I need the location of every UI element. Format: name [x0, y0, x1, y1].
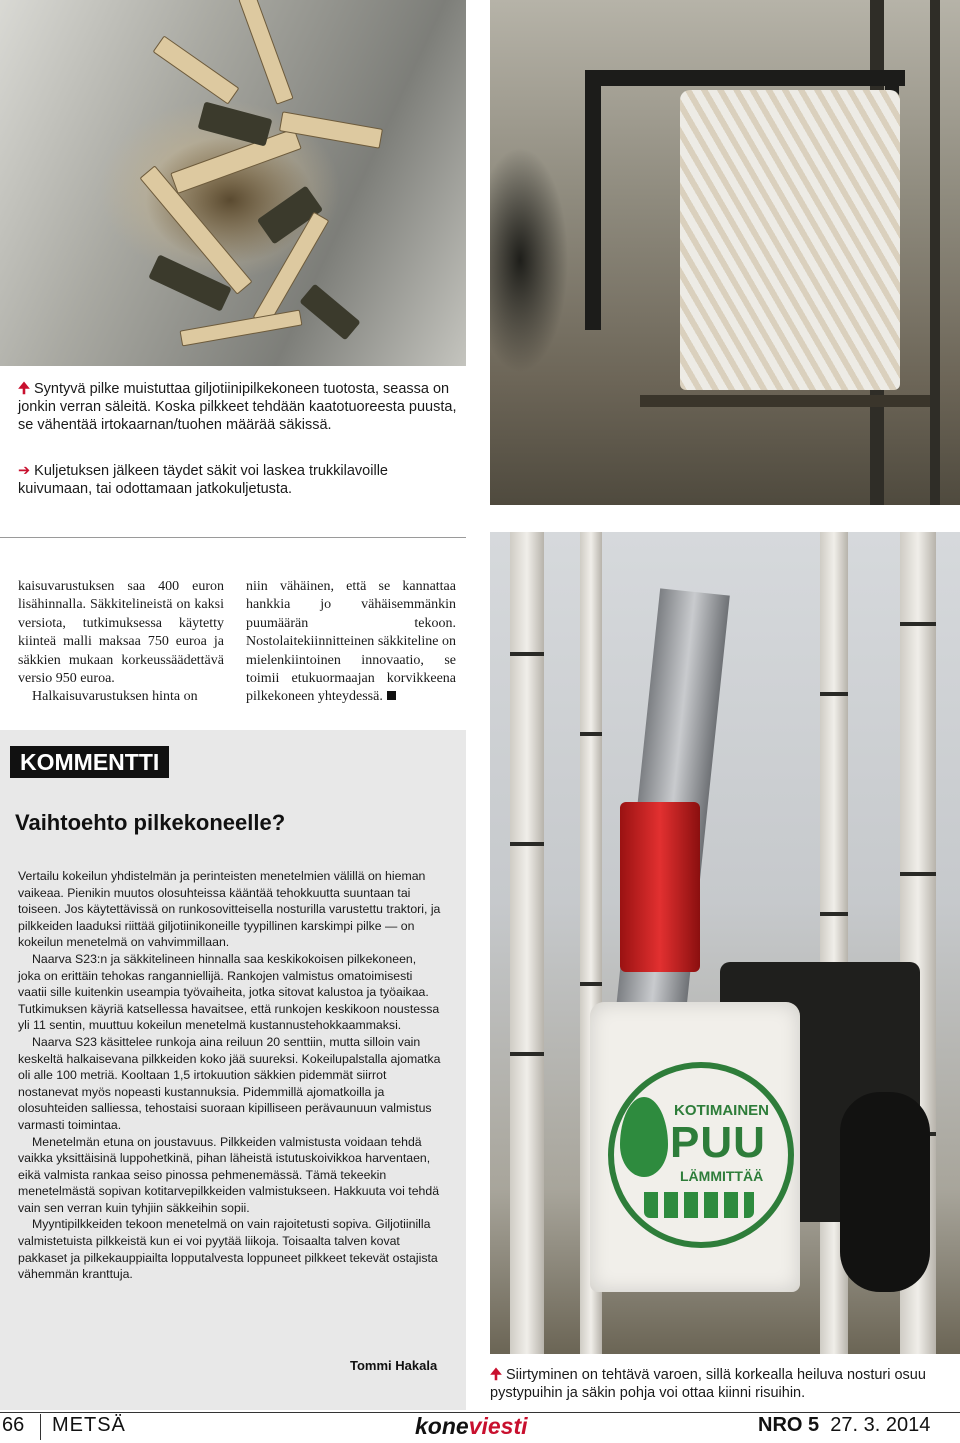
photo-wood-chips: [0, 0, 466, 366]
article-column-1: kaisuvarustuksen saa 400 euron lisähinnalla. Säkkitelineistä on kaksi versiota, tutkimuksessa käytetty kiinteä malli maksaa 750 euroa ja säkkien mukaan korkeussäädettävä versio 950 euroa. Halkaisuvarustuksen hinta on: [18, 579, 224, 705]
sack-logo: [590, 1002, 800, 1292]
caption-photo-3: 🠉 Siirtyminen on tehtävä varoen, sillä korkealla heiluva nosturi osuu pystypuihin ja säkin pohja voi ottaa kiinni risuihin.: [490, 1367, 926, 1401]
sack-text-2: PUU: [670, 1118, 766, 1167]
caption-photo-1: 🠉 Syntyvä pilke muistuttaa giljotiinipilkekoneen tuotosta, seassa on jonkin verran säleitä. Koska pilkkeet tehdään kaatotuoreesta puusta, se vähentää irtokaarnan/tuohen määrää säkissä.: [18, 381, 457, 433]
brand-logo: koneviesti: [415, 1413, 528, 1439]
sack-text-3: LÄMMITTÄÄ: [680, 1168, 764, 1184]
arrow-up-icon: 🠉: [490, 1367, 503, 1383]
comment-label: KOMMENTTI: [10, 746, 169, 778]
issue-info: NRO 5 27. 3. 2014: [758, 1414, 931, 1436]
arrow-up-icon: 🠉: [18, 381, 31, 397]
end-mark-icon: [387, 691, 396, 700]
photo-tractor-crane: [490, 532, 960, 1354]
caption-photo-2: ➔ Kuljetuksen jälkeen täydet säkit voi laskea trukkilavoille kuivumaan, tai odottamaan jatkokuljetusta.: [18, 463, 388, 497]
comment-body: Vertailu kokeilun yhdistelmän ja perinteisten menetelmien välillä on hieman vaikeaa. Pienikin muutos olosuhteissa kääntää tehokkuutta suuntaan tai toiseen. Jos käytettävissä on runkosovitteisella nosturilla varustettu traktori, ja pilkkeiden laaduksi riittää giljotiinikoneille tyypillinen karskimpi pilke — on kokeilun menetelmä on vahvimmillaan. Naarva S23:n ja säkkitelineen hinnalla saa keskikokoisen pilkekoneen, joka on erittäin tehokas ranganniellijä. Rankojen valmistus omatoimisesti vaatii sille kuitenkin useampia työvaiheita, jotka sitovat kalustoa ja työaikaa. Tutkimuksen käyriä katsellessa havaitsee, että runkojen keskikoon noustessa yli 11 sentin, muuttuu kokeilun menetelmä kustannustehokkaammaksi. Naarva S23 käsittelee runkoja aina reiluun 20 senttiin, mutta silloin vain keskeltä halkaisevana pilkkeiden koko jää suureksi. Kokeilupalstalla ajomatka oli alle 100 metriä. Kooltaan 1,5 irtokuution säkkien pidemmät siirrot nostanevat myös nopeasti kustannuksia. Pidemmillä ajomatkoilla ja olosuhteiden salliessa, tehostaisi suoraan kipilliseen perävaunuun valmistus varmasti toimintaa. Menetelmän etuna on joustavuus. Pilkkeiden valmistusta voidaan tehdä vaikka yksittäisinä luppohetkinä, pihan läheistä istutuskoivikkoa harventaen, eikä valmista rankaa seiso pinossa pehmenemässä. Tämä tekeekin menetelmästä sopivan kotitarvepilkkeiden valmistukseen. Hakkuuta voi tehdä vain sen verran kuin tyhjiin säkkeihin sopii. Myyntipilkkeiden tekoon menetelmä on vain rajoitetusti sopiva. Giljotiinilla valmistetuista pilkkeistä kun ei voi pyytää liikoja. Toisaalta talven kovat pakkaset ja pilkekauppiailta lopputalvesta loppuneet pilkkeet tekevät ostajista vähemmän kranttuja.: [18, 869, 441, 1282]
photo-sack-frame: [490, 0, 960, 505]
comment-box: [0, 730, 466, 1410]
author: Tommi Hakala: [350, 1358, 438, 1373]
divider: [0, 537, 466, 538]
comment-title: Vaihtoehto pilkekoneelle?: [15, 810, 286, 835]
footer-divider: [40, 1414, 41, 1440]
arrow-right-icon: ➔: [18, 463, 31, 479]
sack-text-1: KOTIMAINEN: [674, 1102, 769, 1119]
page-number: 66: [2, 1414, 25, 1436]
section-name: METSÄ: [52, 1414, 126, 1436]
article-column-2: niin vähäinen, että se kannattaa hankkia jo vähäisemmänkin puumäärän tekoon. Nostolaitekiinnitteinen säkkiteline on mielenkiintoinen innovaatio, se toimii etukuormaajan korvikkeena pilkekoneen yhteydessä.: [246, 579, 456, 705]
